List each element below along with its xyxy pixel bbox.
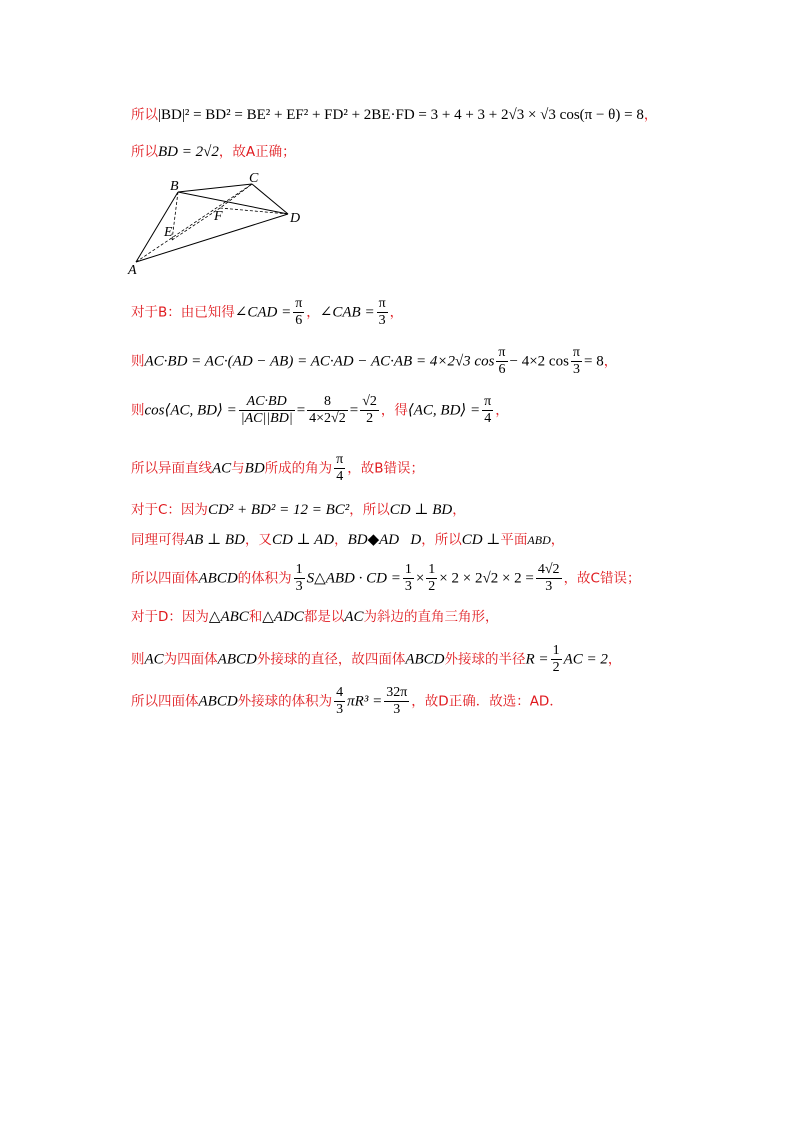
solution-line-1 (131, 103, 657, 124)
label-a: A (128, 263, 137, 278)
text: ， (389, 304, 404, 321)
solution-line-4 (131, 345, 617, 378)
text: 与 (231, 460, 245, 477)
label-c: C (249, 171, 259, 186)
solution-line-9 (131, 562, 641, 595)
text: 所以 (131, 107, 158, 123)
equation: AC (212, 460, 232, 477)
text: ， (495, 402, 509, 419)
solution-line-2 (131, 140, 296, 161)
equation: ABCD (405, 651, 445, 668)
text: 对于B：由已知得 (131, 304, 235, 321)
equation: BD (244, 460, 265, 477)
text: ， (306, 304, 320, 321)
fraction: $\frac{\pi}{4}$ (484, 394, 492, 426)
equation: ABCD (217, 651, 257, 668)
solution-line-8 (131, 528, 564, 549)
equation: = 8 (584, 353, 604, 370)
fraction: $\frac{1}{3}$ (404, 562, 412, 594)
text: 所以异面直线 (131, 460, 212, 477)
solution-line-7 (131, 498, 466, 519)
fraction: $\frac{1}{2}$ (552, 643, 560, 675)
fraction: $\frac{1}{3}$ (295, 562, 303, 594)
equation: △ADC (262, 609, 304, 625)
fraction: $\frac{√2}{2}$ (362, 394, 377, 426)
solution-line-10 (131, 605, 499, 626)
equation: ABD (527, 533, 551, 547)
equation: ABCD (198, 693, 238, 710)
equation: R = (525, 651, 549, 668)
equation: BD = 2√2 (158, 144, 219, 160)
edge-bc (178, 184, 252, 192)
equation: cos⟨AC, BD⟩ = (144, 402, 237, 419)
text: 所以四面体 (131, 570, 199, 587)
equation: × (415, 570, 425, 587)
text: ，故A正确； (218, 144, 296, 160)
text: 都是以 (303, 609, 345, 625)
equation: AC (144, 651, 164, 668)
text: 对于C：因为 (131, 502, 208, 518)
text: 同理可得 (131, 532, 185, 548)
equation: ⟨AC, BD⟩ = (407, 402, 481, 419)
equation: △ABC (208, 609, 249, 625)
solution-line-12 (131, 685, 563, 718)
text: ， (603, 353, 618, 370)
text: 外接球的直径，故四面体 (256, 651, 406, 668)
text: 和 (248, 609, 263, 625)
edge-ad (136, 214, 288, 262)
equation: ∠CAB = (319, 304, 375, 321)
fraction: $\frac{\pi}{3}$ (572, 345, 580, 377)
tetrahedron-diagram (128, 170, 308, 280)
edge-cd (252, 184, 288, 214)
text: ， (550, 532, 565, 548)
text: ， (643, 107, 658, 123)
equation: BD◆AD D (347, 532, 422, 548)
text: 则 (131, 402, 145, 419)
equation: S△ABD · CD = (306, 570, 401, 587)
text: 所以四面体 (131, 693, 199, 710)
solution-line-6 (131, 452, 424, 485)
label-f: F (214, 209, 223, 224)
equation: ∠CAD = (234, 304, 292, 321)
solution-line-5 (131, 394, 509, 427)
segment-ef-dashed (172, 208, 220, 240)
fraction: $\frac{\pi}{6}$ (498, 345, 506, 377)
text: 则 (131, 651, 145, 668)
fraction: $\frac{32\pi}{3}$ (386, 685, 408, 717)
solution-line-11 (131, 643, 621, 676)
text: 所成的角为 (264, 460, 333, 477)
text: ，故B错误； (347, 460, 425, 477)
text: 外接球的半径 (444, 651, 526, 668)
equation: = (349, 402, 359, 419)
equation: AC = 2 (563, 651, 608, 668)
equation: AB ⊥ BD (185, 532, 245, 548)
equation: = (296, 402, 306, 419)
text: ，又 (244, 532, 272, 548)
text: 所以 (131, 144, 158, 160)
label-b: B (170, 179, 179, 194)
label-e: E (164, 225, 173, 240)
equation: ABCD (198, 570, 238, 587)
segment-fd-dashed (220, 208, 288, 214)
text: ，所以 (349, 502, 390, 518)
text: ， (452, 502, 466, 518)
text: 的体积为 (237, 570, 292, 587)
equation: × 2 × 2√2 × 2 = (439, 570, 534, 587)
segment-cf-dashed (220, 184, 252, 208)
fraction: $\frac{\pi}{4}$ (336, 452, 344, 484)
equation: |BD|² = BD² = BE² + EF² + FD² + 2BE·FD = 3 + 4 + 3 + 2√3 × √3 cos(π − θ) = 8 (158, 107, 644, 123)
text: ， (334, 532, 348, 548)
text: ，故D正确．故选：AD． (411, 693, 563, 710)
text: 对于D：因为 (131, 609, 209, 625)
equation: AC·BD = AC·(AD − AB) = AC·AD − AC·AB = 4×2√3 cos (144, 353, 495, 370)
segment-be-dashed (172, 192, 178, 240)
equation: CD ⊥ (461, 532, 501, 548)
text: 则 (131, 353, 145, 370)
text: ，故C错误； (563, 570, 641, 587)
equation: πR³ = (347, 693, 383, 710)
equation: − 4×2 cos (509, 353, 569, 370)
fraction: $\frac{8}{4\times 2√2}$ (309, 394, 346, 426)
fraction: $\frac{4}{3}$ (336, 685, 344, 717)
label-d: D (290, 211, 301, 226)
equation: CD² + BD² = 12 = BC² (207, 502, 350, 518)
edge-bd (178, 192, 288, 214)
solution-line-3 (131, 296, 403, 329)
equation: AC (344, 609, 364, 625)
fraction: $\frac{\pi}{3}$ (378, 296, 386, 328)
fraction: $\frac{AC\cdot BD}{|AC||BD|}$ (240, 394, 293, 426)
text: 平面 (500, 532, 528, 548)
text: 为斜边的直角三角形， (363, 609, 499, 625)
text: 外接球的体积为 (237, 693, 333, 710)
tetrahedron-figure (128, 170, 308, 280)
text: ， (607, 651, 622, 668)
text: ，得 (380, 402, 408, 419)
equation: CD ⊥ BD (389, 502, 453, 518)
text: ，所以 (421, 532, 462, 548)
fraction: $\frac{1}{2}$ (428, 562, 436, 594)
fraction: $\frac{\pi}{6}$ (295, 296, 303, 328)
fraction: $\frac{4√2}{3}$ (537, 562, 560, 594)
text: 为四面体 (163, 651, 218, 668)
equation: CD ⊥ AD (271, 532, 335, 548)
